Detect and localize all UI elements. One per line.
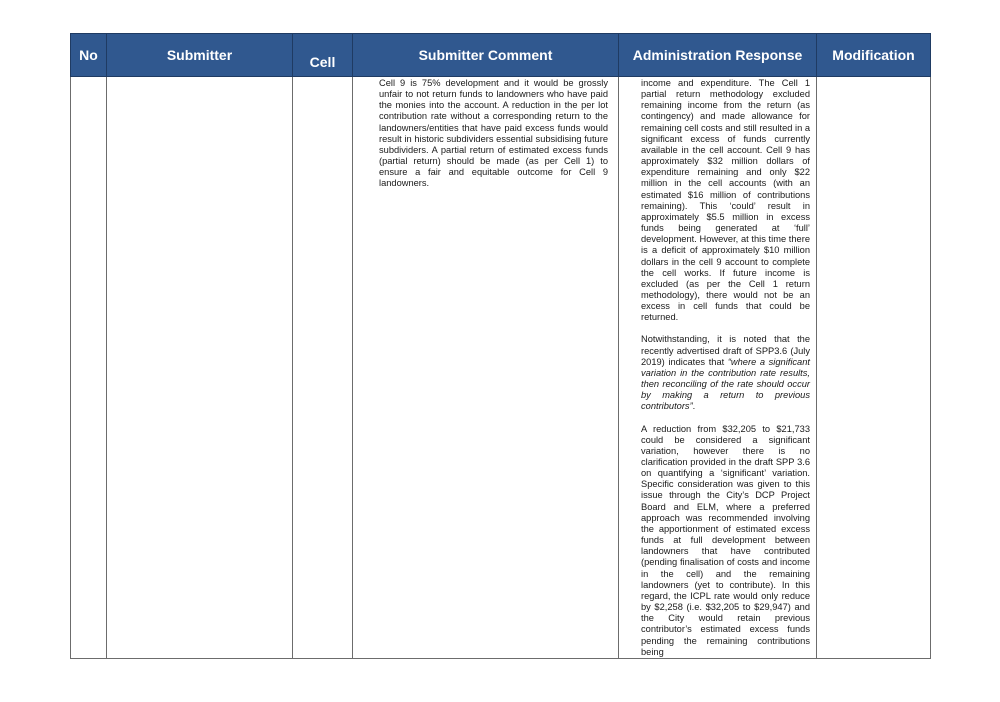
submissions-table [70,33,931,659]
header-submitter: Submitter [107,34,293,77]
response-paragraph-3: A reduction from $32,205 to $21,733 could be considered a significant variation, however there is no clarification provided in the draft SPP 3.6 on quantifying a ‘significant’ variation. Specific consideration was given to this issue through the City’s DCP Project Board and ELM, where a preferred approach was recommended involving the apportionment of estimated excess funds at full development between landowners that have contributed (pending finalisation of costs and income in the cell) and the remaining landowners (yet to contribute). In this regard, the ICPL rate would only reduce by $2,258 (i.e. $32,205 to $29,947) and the City would retain previous contributor’s estimated excess funds pending the remaining contributions being [641,423,810,657]
header-administration-response: Administration Response [619,34,817,77]
header-submitter-comment: Submitter Comment [353,34,619,77]
row-submitter-cell [107,77,293,659]
row-response-cell [619,77,817,659]
response-paragraph-2 [641,334,810,412]
row-cell-number-cell [293,77,353,659]
response-paragraph-2-lead: Notwithstanding, it is noted that the recently advertised draft of SPP3.6 (July 2019) indicates that [641,334,810,367]
header-modification: Modification [817,34,931,77]
submitter-comment-text: Cell 9 is 75% development and it would be grossly unfair to not return funds to landowners who have paid the monies into the account. A reduction in the per lot contribution rate without a corresponding return to the landowners/entities that have paid excess funds would result in historic subdividers essential subsidising future subdividers. A partial return of estimated excess funds (partial return) should be made (as per Cell 1) to ensure a fair and equitable outcome for Cell 9 landowners. [379,78,608,189]
response-paragraph-2-quote: “where a significant variation in the contribution rate results, then reconciling of the rate should occur by making a return to previous contributors” [641,356,810,412]
table-row [71,77,931,659]
table-header-row [71,34,931,77]
administration-response [619,77,816,658]
row-comment-cell [353,77,619,659]
response-paragraph-2-end: . [692,401,696,412]
row-modification-cell [817,77,931,659]
header-no: No [71,34,107,77]
row-no-cell [71,77,107,659]
header-cell: Cell [293,34,353,77]
response-paragraph-1: income and expenditure. The Cell 1 partial return methodology excluded remaining income from the return (as contingency) and made allowance for remaining cell costs and still resulted in a significant excess of funds currently available in the cell account. Cell 9 has approximately $32 million dollars of expenditure remaining and only $22 million in the cell accounts (with an estimated $16 million of contributions remaining). This ‘could’ result in approximately $5.5 million in excess funds being generated at ‘full’ development. However, at this time there is a deficit of approximately $10 million dollars in the cell 9 account to complete the cell works. If future income is excluded (as per the Cell 1 return methodology), there would not be an excess in cell funds that could be returned. [641,78,810,323]
